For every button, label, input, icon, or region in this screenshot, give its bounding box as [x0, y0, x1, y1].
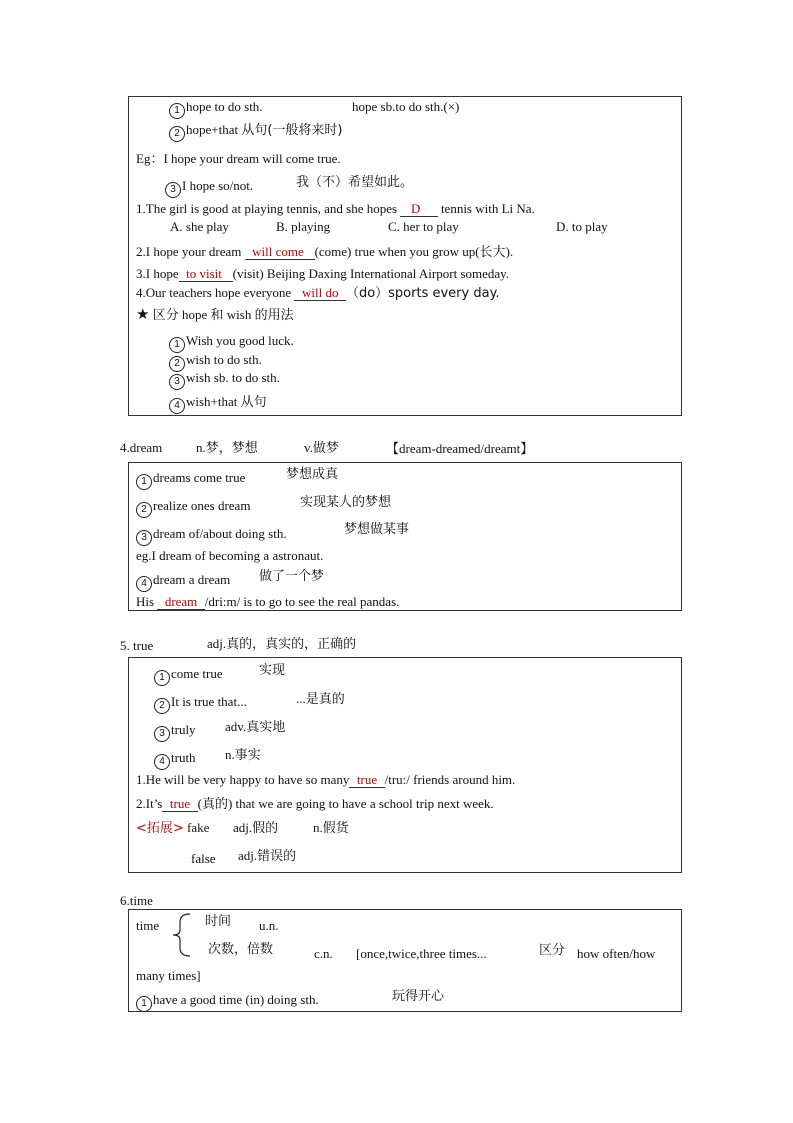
hope-q1-option-c: C. her to play [388, 219, 459, 234]
fake-noun-meaning: n.假货 [313, 820, 349, 836]
hope-item-3: 3 I hope so/not. [165, 178, 253, 198]
time-meaning-1: 时间 [205, 914, 232, 929]
dream-question: His dream /dri:m/ is to go to see the real pandas. [136, 594, 400, 609]
time-item-1: 1 have a good time (in) doing sth. [136, 992, 319, 1012]
hope-item-3-zh: 我（不）希望如此。 [296, 175, 414, 190]
wish-item-3: 3 wish sb. to do sth. [169, 370, 280, 390]
hope-question-1: 1.The girl is good at playing tennis, and she hopes D tennis with Li Na. [136, 201, 535, 216]
hope-item-2: 2 hope+that 从句(一般将来时) [169, 122, 343, 142]
true-meaning: adj.真的，真实的，正确的 [207, 636, 357, 652]
time-examples: [once,twice,three times... [356, 946, 487, 961]
time-heading: 6.time [120, 893, 153, 908]
time-distinguish: 区分 [539, 943, 566, 958]
true-item-2: 2 It is true that... [154, 694, 247, 714]
dream-item-4-zh: 做了一个梦 [259, 569, 325, 584]
true-question-1: 1.He will be very happy to have so many true /tru:/ friends around him. [136, 772, 516, 787]
true-item-1-zh: 实现 [259, 663, 286, 678]
dream-example: eg.I dream of becoming a astronaut. [136, 548, 324, 563]
dream-item-3: 3 dream of/about doing sth. [136, 526, 287, 546]
hope-wish-distinguish-title: ★ 区分 hope 和 wish 的用法 [136, 305, 294, 323]
hope-item-1: 1 hope to do sth. [169, 99, 263, 119]
wish-item-1: 1 Wish you good luck. [169, 333, 294, 353]
dream-item-2-zh: 实现某人的梦想 [300, 495, 392, 510]
dream-verb-meaning: v.做梦 [304, 440, 339, 456]
dream-item-3-zh: 梦想做某事 [344, 522, 410, 537]
dream-heading: 4.dream [120, 440, 163, 455]
time-how-often: how often/how [577, 946, 656, 961]
true-item-2-zh: ...是真的 [296, 691, 345, 707]
wish-item-2: 2 wish to do sth. [169, 352, 262, 372]
true-item-3-meaning: adv.真实地 [225, 719, 286, 735]
true-item-1: 1 come true [154, 666, 223, 686]
dream-item-1: 1 dreams come true [136, 470, 245, 490]
hope-question-2: 2.I hope your dream will come (come) true when you grow up(长大). [136, 244, 514, 260]
true-item-4: 4 truth [154, 750, 196, 770]
hope-q1-option-d: D. to play [556, 219, 608, 234]
hope-question-4: 4.Our teachers hope everyone will do （do）sports every day. [136, 285, 500, 301]
wish-item-4: 4 wish+that 从句 [169, 394, 267, 414]
time-word: time [136, 918, 160, 933]
time-meaning-2: 次数，倍数 [208, 942, 274, 957]
true-extension-false: false [191, 851, 216, 866]
dream-item-1-zh: 梦想成真 [286, 467, 339, 482]
hope-example: Eg：I hope your dream will come true. [136, 151, 341, 166]
true-item-4-meaning: n.事实 [225, 747, 261, 763]
true-question-2: 2.It’s true (真的) that we are going to have a school trip next week. [136, 796, 494, 812]
false-adj-meaning: adj.错误的 [238, 848, 297, 864]
true-extension-fake: <拓展> fake [136, 820, 210, 836]
hope-item-1-wrong: hope sb.to do sth.(×) [352, 99, 460, 114]
true-item-3: 3 truly [154, 722, 196, 742]
time-meaning-2-pos: c.n. [314, 946, 333, 961]
dream-item-4: 4 dream a dream [136, 572, 230, 592]
time-item-1-zh: 玩得开心 [392, 989, 445, 1004]
brace-icon [168, 912, 194, 958]
hope-q1-option-a: A. she play [170, 219, 229, 234]
fake-adj-meaning: adj.假的 [233, 820, 279, 836]
time-meaning-1-pos: u.n. [259, 918, 279, 933]
time-many-times: many times] [136, 968, 201, 983]
hope-question-3: 3.I hope to visit (visit) Beijing Daxing International Airport someday. [136, 266, 510, 281]
dream-noun-meaning: n.梦，梦想 [196, 440, 258, 456]
hope-q1-option-b: B. playing [276, 219, 331, 234]
true-usage-box [128, 657, 682, 873]
dream-verb-forms: 【dream-dreamed/dreamt】 [386, 441, 534, 456]
dream-item-2: 2 realize ones dream [136, 498, 250, 518]
true-heading: 5. true [120, 638, 154, 653]
star-icon: ★ [136, 305, 150, 323]
